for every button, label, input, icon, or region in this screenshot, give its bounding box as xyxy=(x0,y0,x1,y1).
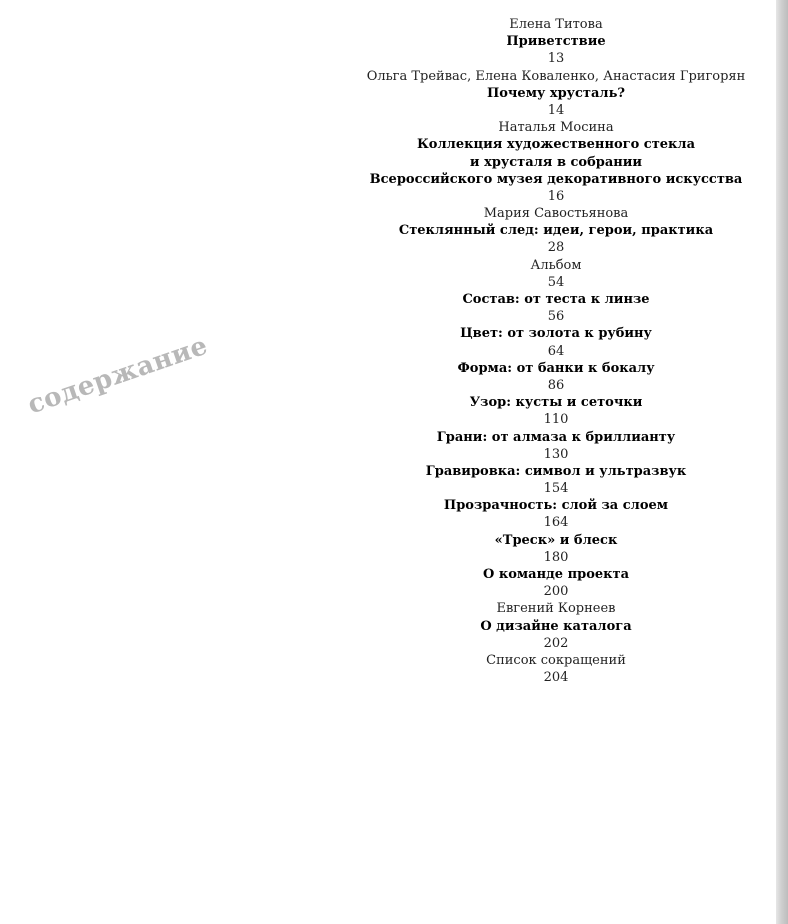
toc-author: Альбом xyxy=(530,257,582,273)
toc-page-number: 164 xyxy=(543,515,569,531)
toc-page-number: 200 xyxy=(543,584,569,600)
toc-title: Стеклянный след: идеи, герои, практика xyxy=(398,223,714,239)
toc-page-number: 14 xyxy=(547,102,565,118)
toc-title: Всероссийского музея декоративного искусства xyxy=(369,171,743,187)
toc-author: Список сокращений xyxy=(486,652,626,668)
toc-title: Почему хрусталь? xyxy=(486,85,626,101)
toc-author: Евгений Корнеев xyxy=(496,601,616,617)
contents-heading: содержание xyxy=(24,330,212,421)
toc-title: Прозрачность: слой за слоем xyxy=(443,498,669,514)
toc-page-number: 13 xyxy=(547,51,565,67)
toc-page-number: 204 xyxy=(543,670,569,686)
toc-title: Узор: кусты и сеточки xyxy=(469,395,643,411)
toc-page-number: 180 xyxy=(543,549,569,565)
toc-page-number: 130 xyxy=(543,446,569,462)
toc-title: «Треск» и блеск xyxy=(494,532,618,548)
toc-author: Наталья Мосина xyxy=(498,120,614,136)
toc-author: Елена Титова xyxy=(509,17,603,32)
toc-page-number: 16 xyxy=(547,188,565,204)
toc-title: Приветствие xyxy=(506,34,606,50)
toc-page-number: 86 xyxy=(547,377,565,393)
toc-title: Форма: от банки к бокалу xyxy=(457,360,655,376)
toc-title: и хрусталя в собрании xyxy=(469,154,643,170)
toc-page-number: 110 xyxy=(543,412,569,428)
toc-title: Цвет: от золота к рубину xyxy=(460,326,652,342)
toc-title: О дизайне каталога xyxy=(480,618,632,634)
toc-title: Гравировка: символ и ультразвук xyxy=(425,463,687,479)
toc-title: Коллекция художественного стекла xyxy=(416,137,696,153)
toc-page-number: 54 xyxy=(547,274,565,290)
toc-page-number: 64 xyxy=(547,343,565,359)
toc-author: Ольга Трейвас, Елена Коваленко, Анастасия Григорян xyxy=(366,68,746,84)
toc-page-number: 202 xyxy=(543,635,569,651)
page-edge-shadow xyxy=(776,0,788,924)
toc-title: Состав: от теста к линзе xyxy=(462,292,650,307)
toc-title: О команде проекта xyxy=(482,567,629,582)
toc-title: Грани: от алмаза к бриллианту xyxy=(436,429,676,445)
toc-author: Мария Савостьянова xyxy=(483,206,629,222)
table-of-contents xyxy=(350,16,762,686)
toc-page-number: 28 xyxy=(547,240,565,256)
toc-page-number: 56 xyxy=(547,309,565,325)
toc-page-number: 154 xyxy=(543,481,569,497)
